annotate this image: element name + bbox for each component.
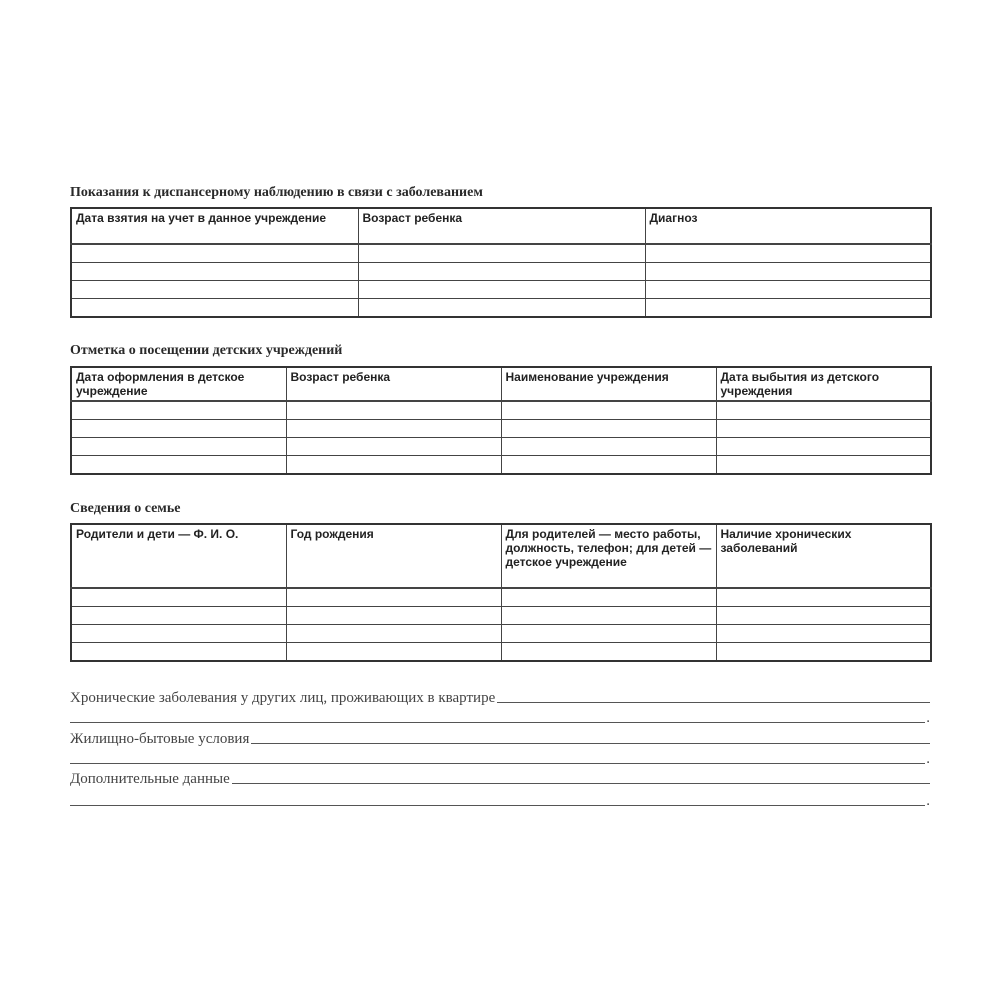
table-cell[interactable] bbox=[645, 299, 931, 318]
table-cell[interactable] bbox=[645, 263, 931, 281]
table-cell[interactable] bbox=[286, 438, 501, 456]
table-cell[interactable] bbox=[71, 438, 286, 456]
table-cell[interactable] bbox=[286, 625, 501, 643]
column-header: Для родителей — место работы, должность, телефон; для детей — детское учреждение bbox=[501, 524, 716, 588]
table-cell[interactable] bbox=[716, 438, 931, 456]
table-row bbox=[71, 420, 931, 438]
housing-conditions-field-2[interactable] bbox=[70, 759, 925, 764]
table-cell[interactable] bbox=[71, 281, 358, 299]
column-header: Дата оформления в детское учреждение bbox=[71, 367, 286, 401]
table-header-row bbox=[71, 524, 931, 588]
chronic-diseases-field-2[interactable] bbox=[70, 718, 925, 723]
table-cell[interactable] bbox=[501, 420, 716, 438]
table-cell[interactable] bbox=[501, 607, 716, 625]
table-cell[interactable] bbox=[71, 643, 286, 662]
chronic-diseases-label: Хронические заболевания у других лиц, проживающих в квартире bbox=[70, 690, 496, 706]
additional-data-line bbox=[70, 767, 930, 787]
table-cell[interactable] bbox=[716, 588, 931, 607]
table-row bbox=[71, 456, 931, 475]
housing-conditions-continuation bbox=[70, 747, 930, 767]
column-header: Наличие хронических заболеваний bbox=[716, 524, 931, 588]
table-cell[interactable] bbox=[501, 456, 716, 475]
table-cell[interactable] bbox=[645, 244, 931, 263]
section-title-family: Сведения о семье bbox=[70, 501, 181, 516]
column-header: Год рождения bbox=[286, 524, 501, 588]
table-cell[interactable] bbox=[71, 401, 286, 420]
table-cell[interactable] bbox=[501, 588, 716, 607]
column-header: Родители и дети — Ф. И. О. bbox=[71, 524, 286, 588]
family-table bbox=[70, 523, 932, 662]
table-row bbox=[71, 244, 931, 263]
table-row bbox=[71, 299, 931, 318]
housing-conditions-label: Жилищно-бытовые условия bbox=[70, 731, 250, 747]
childcare-table bbox=[70, 366, 932, 475]
chronic-diseases-continuation bbox=[70, 706, 930, 726]
table-cell[interactable] bbox=[716, 643, 931, 662]
end-mark: . bbox=[926, 710, 930, 726]
table-row bbox=[71, 438, 931, 456]
table-cell[interactable] bbox=[286, 401, 501, 420]
chronic-diseases-field[interactable] bbox=[497, 698, 930, 703]
section-title-childcare: Отметка о посещении детских учреждений bbox=[70, 343, 343, 358]
housing-conditions-field[interactable] bbox=[251, 739, 930, 744]
end-mark: . bbox=[926, 793, 930, 809]
table-cell[interactable] bbox=[501, 401, 716, 420]
table-cell[interactable] bbox=[286, 607, 501, 625]
dispensary-table bbox=[70, 207, 932, 318]
column-header: Возраст ребенка bbox=[286, 367, 501, 401]
table-cell[interactable] bbox=[71, 456, 286, 475]
table-row bbox=[71, 281, 931, 299]
table-row bbox=[71, 643, 931, 662]
table-row bbox=[71, 401, 931, 420]
table-header-row bbox=[71, 367, 931, 401]
additional-data-continuation bbox=[70, 789, 930, 809]
housing-conditions-line bbox=[70, 727, 930, 747]
section-title-dispensary: Показания к диспансерному наблюдению в связи с заболеванием bbox=[70, 185, 483, 200]
table-cell[interactable] bbox=[71, 299, 358, 318]
table-cell[interactable] bbox=[716, 607, 931, 625]
table-cell[interactable] bbox=[71, 607, 286, 625]
table-cell[interactable] bbox=[286, 588, 501, 607]
table-row bbox=[71, 263, 931, 281]
table-cell[interactable] bbox=[71, 420, 286, 438]
table-cell[interactable] bbox=[716, 401, 931, 420]
table-cell[interactable] bbox=[71, 588, 286, 607]
table-cell[interactable] bbox=[501, 438, 716, 456]
additional-data-label: Дополнительные данные bbox=[70, 771, 230, 787]
table-row bbox=[71, 588, 931, 607]
end-mark: . bbox=[926, 751, 930, 767]
table-cell[interactable] bbox=[716, 625, 931, 643]
table-cell[interactable] bbox=[286, 456, 501, 475]
column-header: Дата взятия на учет в данное учреждение bbox=[71, 208, 358, 244]
table-header-row bbox=[71, 208, 931, 244]
table-row bbox=[71, 625, 931, 643]
table-cell[interactable] bbox=[501, 625, 716, 643]
additional-data-field[interactable] bbox=[232, 779, 930, 784]
table-cell[interactable] bbox=[501, 643, 716, 662]
table-cell[interactable] bbox=[286, 420, 501, 438]
table-cell[interactable] bbox=[286, 643, 501, 662]
table-cell[interactable] bbox=[71, 244, 358, 263]
table-cell[interactable] bbox=[358, 263, 645, 281]
table-cell[interactable] bbox=[71, 625, 286, 643]
table-cell[interactable] bbox=[71, 263, 358, 281]
table-row bbox=[71, 607, 931, 625]
additional-data-field-2[interactable] bbox=[70, 801, 925, 806]
table-cell[interactable] bbox=[716, 456, 931, 475]
table-cell[interactable] bbox=[645, 281, 931, 299]
column-header: Наименование учреждения bbox=[501, 367, 716, 401]
column-header: Диагноз bbox=[645, 208, 931, 244]
column-header: Дата выбытия из детского учреждения bbox=[716, 367, 931, 401]
table-cell[interactable] bbox=[358, 281, 645, 299]
column-header: Возраст ребенка bbox=[358, 208, 645, 244]
table-cell[interactable] bbox=[716, 420, 931, 438]
chronic-diseases-line bbox=[70, 686, 930, 706]
table-cell[interactable] bbox=[358, 244, 645, 263]
table-cell[interactable] bbox=[358, 299, 645, 318]
